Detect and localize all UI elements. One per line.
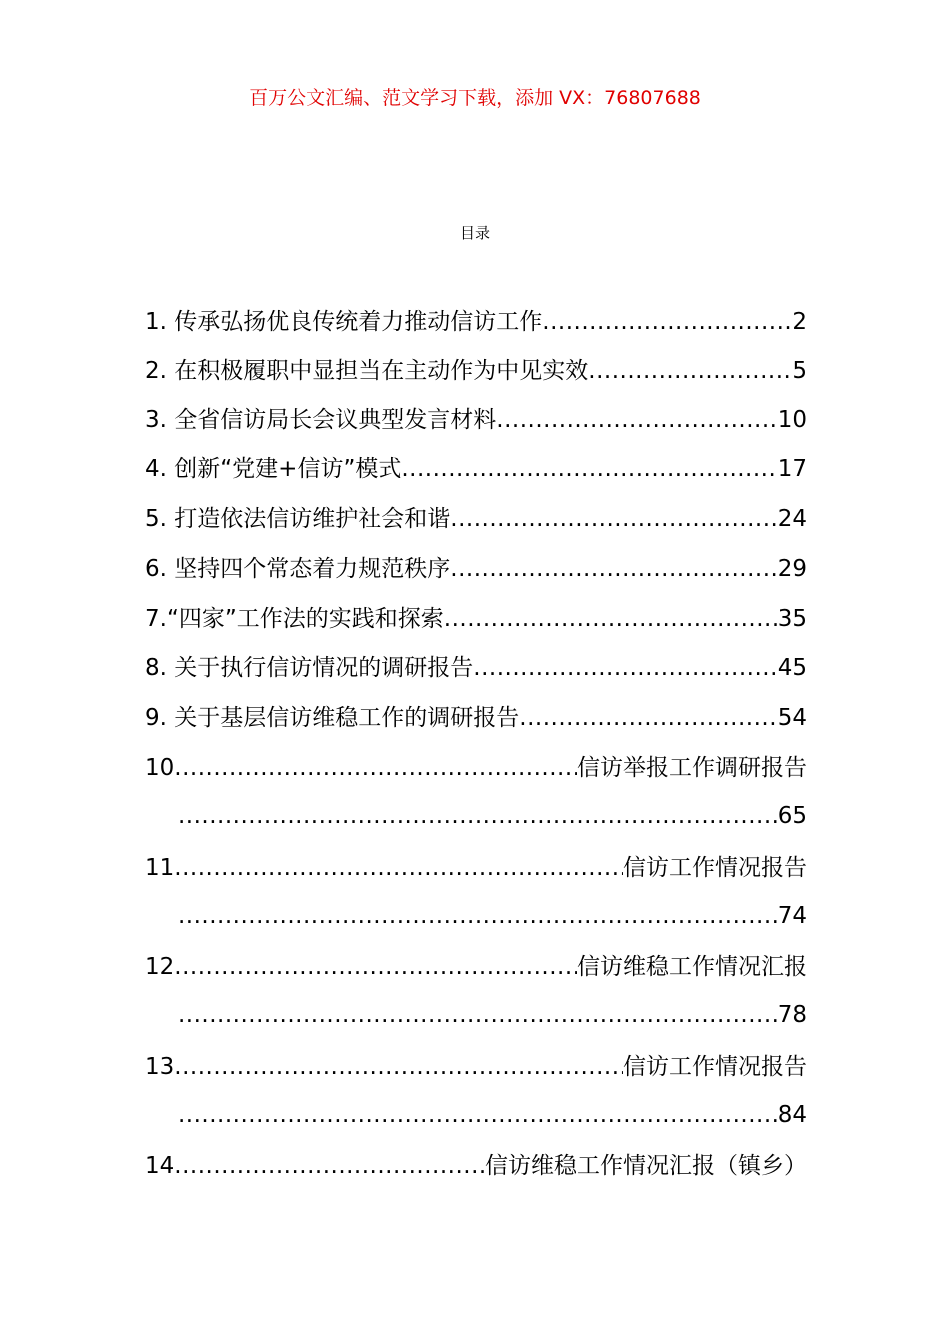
toc-entry-4[interactable] (145, 452, 807, 486)
toc-page: 45 (777, 655, 807, 681)
leader-dots (174, 1050, 623, 1084)
leader-dots (519, 701, 777, 735)
leader-dots (174, 1149, 485, 1183)
leader-dots (444, 602, 778, 636)
leader-dots (174, 851, 623, 885)
toc-entry-12[interactable] (145, 950, 807, 984)
toc-title: 关于执行信访情况的调研报告 (174, 655, 474, 681)
toc-entry-14[interactable] (145, 1149, 807, 1183)
toc-title: 信访举报工作调研报告 (577, 755, 807, 781)
leader-dots (174, 751, 577, 785)
page-title: 目录 (459, 224, 490, 242)
toc-entry-12-continuation[interactable] (178, 998, 807, 1032)
toc-number: 4. (145, 456, 167, 482)
toc-entry-2[interactable] (145, 354, 807, 388)
toc-number: 1. (145, 309, 167, 335)
leader-dots (542, 305, 792, 339)
toc-number: 7. (145, 606, 167, 632)
toc-entry-10-continuation[interactable] (178, 799, 807, 833)
toc-page: 35 (777, 606, 807, 632)
toc-title: 坚持四个常态着力规范秩序 (174, 556, 451, 582)
toc-entry-9[interactable] (145, 701, 807, 735)
toc-page: 2 (792, 309, 807, 335)
toc-title: 关于基层信访维稳工作的调研报告 (174, 705, 520, 731)
leader-dots (473, 651, 777, 685)
toc-page: 65 (777, 803, 807, 829)
toc-page: 29 (777, 556, 807, 582)
toc-title: 信访维稳工作情况汇报 (577, 954, 807, 980)
toc-page: 5 (792, 358, 807, 384)
leader-dots (178, 1098, 778, 1132)
toc-page: 78 (777, 1002, 807, 1028)
toc-title: 全省信访局长会议典型发言材料 (174, 407, 497, 433)
toc-number: 3. (145, 407, 167, 433)
toc-entry-13[interactable] (145, 1050, 807, 1084)
toc-entry-11-continuation[interactable] (178, 899, 807, 933)
toc-page: 24 (777, 506, 807, 532)
toc-number: 5. (145, 506, 167, 532)
leader-dots (588, 354, 792, 388)
toc-number: 14 (145, 1153, 175, 1179)
toc-entry-5[interactable] (145, 502, 807, 536)
toc-title: “四家”工作法的实践和探索 (166, 606, 444, 632)
toc-page: 10 (777, 407, 807, 433)
toc-title: 信访工作情况报告 (623, 1054, 807, 1080)
toc-number: 12 (145, 954, 175, 980)
toc-title: 传承弘扬优良传统着力推动信访工作 (174, 309, 543, 335)
toc-page: 74 (777, 903, 807, 929)
leader-dots (450, 502, 777, 536)
leader-dots (178, 998, 778, 1032)
toc-page: 84 (777, 1102, 807, 1128)
toc-entry-10[interactable] (145, 751, 807, 785)
leader-dots (401, 452, 777, 486)
toc-entry-11[interactable] (145, 851, 807, 885)
toc-title: 信访维稳工作情况汇报（镇乡） (485, 1153, 807, 1179)
leader-dots (174, 950, 577, 984)
toc-title: 信访工作情况报告 (623, 855, 807, 881)
toc-number: 8. (145, 655, 167, 681)
toc-entry-7[interactable] (145, 602, 807, 636)
leader-dots (450, 552, 777, 586)
toc-entry-3[interactable] (145, 403, 807, 437)
toc-number: 9. (145, 705, 167, 731)
toc-page: 17 (777, 456, 807, 482)
toc-title: 在积极履职中显担当在主动作为中见实效 (174, 358, 589, 384)
toc-entry-8[interactable] (145, 651, 807, 685)
toc-entry-6[interactable] (145, 552, 807, 586)
toc-title: 打造依法信访维护社会和谐 (174, 506, 451, 532)
toc-number: 13 (145, 1054, 175, 1080)
watermark-header: 百万公文汇编、范文学习下载，添加 VX：76807688 (249, 87, 701, 109)
toc-number: 6. (145, 556, 167, 582)
leader-dots (178, 899, 778, 933)
leader-dots (178, 799, 778, 833)
toc-entry-13-continuation[interactable] (178, 1098, 807, 1132)
toc-entry-1[interactable] (145, 305, 807, 339)
toc-page: 54 (777, 705, 807, 731)
leader-dots (496, 403, 777, 437)
toc-number: 11 (145, 855, 175, 881)
toc-number: 2. (145, 358, 167, 384)
toc-number: 10 (145, 755, 175, 781)
toc-title: 创新“党建+信访”模式 (174, 456, 402, 482)
